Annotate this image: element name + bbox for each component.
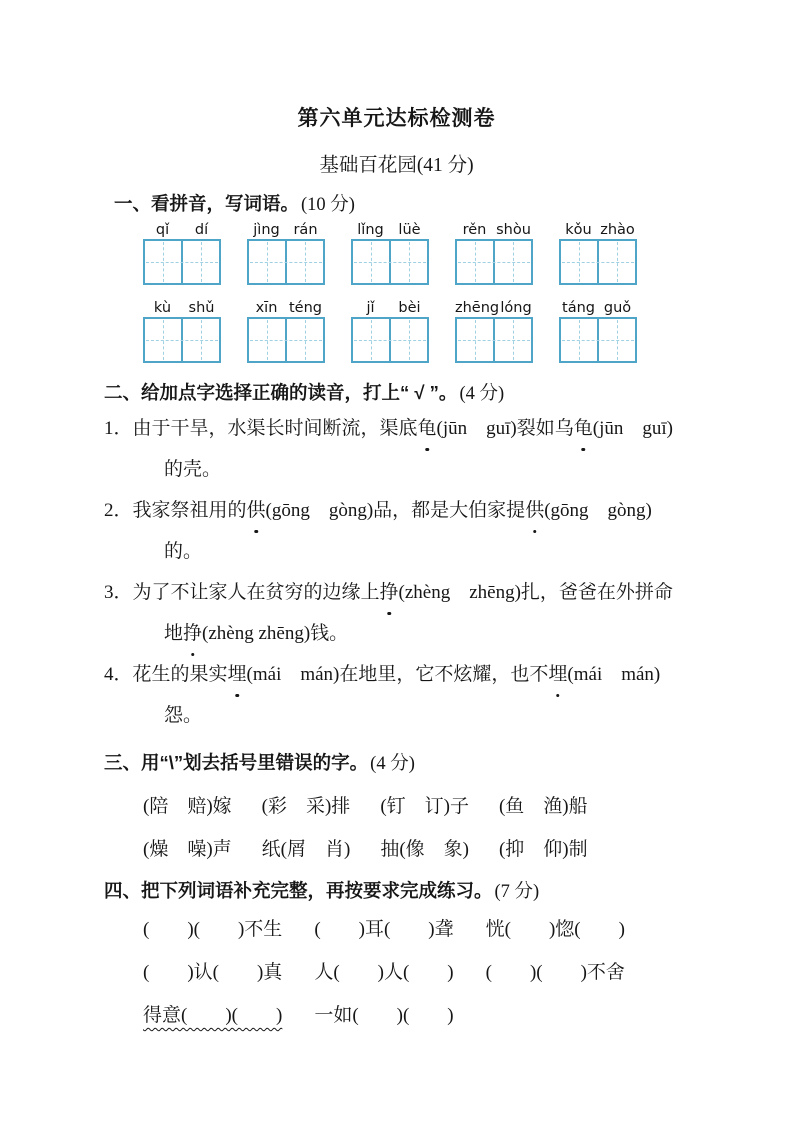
text-segment: 怨。 [164, 705, 203, 726]
writing-box [455, 317, 533, 363]
writing-cell [181, 241, 219, 283]
pinyin-syllable: guǒ [603, 300, 632, 316]
question-line [104, 490, 673, 531]
section2-heading [104, 379, 504, 405]
text-segment: 纸(屑 肖) [261, 839, 351, 860]
pinyin-word-group [455, 220, 533, 285]
pinyin-syllable: qǐ [155, 222, 170, 238]
text-segment: ( )认( )真 [143, 962, 283, 983]
pinyin-word-group [559, 220, 637, 285]
text-segment: 抽(像 象) [380, 839, 469, 860]
pinyin-syllable: téng [288, 300, 322, 316]
pinyin-syllable: zhào [600, 222, 635, 238]
question-line [104, 572, 673, 613]
text-segment: 人( )人( ) [314, 962, 454, 983]
writing-cell [353, 319, 389, 361]
pinyin-grid-row [143, 298, 637, 363]
writing-cell [561, 319, 597, 361]
writing-box [247, 239, 325, 285]
pinyin-word-group [143, 298, 221, 363]
dotted-char: 埋 [228, 654, 247, 695]
dotted-char: 供 [525, 490, 544, 531]
exercise-line [143, 828, 588, 871]
question-line [104, 449, 673, 490]
text-segment: (燥 噪)声 [143, 839, 232, 860]
writing-box [351, 317, 429, 363]
text-segment: (鱼 渔)船 [498, 796, 588, 817]
pinyin-label [247, 220, 325, 239]
text-segment: (jūn guī) [592, 418, 673, 439]
pinyin-syllable: shòu [496, 222, 531, 238]
section2-heading-text: 二、给加点字选择正确的读音，打上“ √ ”。 [104, 382, 458, 403]
writing-box [247, 317, 325, 363]
text-segment: 的壳。 [164, 459, 222, 480]
pinyin-syllable: táng [562, 300, 595, 316]
text-segment: 得意( )( ) [143, 1005, 283, 1026]
section4-heading-text: 四、把下列词语补充完整，再按要求完成练习。 [104, 880, 493, 901]
dotted-char: 龟 [418, 408, 437, 449]
pinyin-label [143, 298, 221, 317]
writing-box [351, 239, 429, 285]
exercise-line [143, 785, 588, 828]
writing-cell [249, 241, 285, 283]
text-segment: (zhèng zhēng)钱。 [202, 623, 349, 644]
dotted-char: 供 [247, 490, 266, 531]
text-segment: (zhèng zhēng)扎，爸爸在外拼命 [398, 582, 673, 603]
pinyin-syllable: lüè [398, 222, 421, 238]
writing-box [455, 239, 533, 285]
pinyin-syllable: jìng [253, 222, 280, 238]
text-segment: 的。 [164, 541, 203, 562]
section1-heading-text: 一、看拼音，写词语。 [114, 193, 300, 214]
dotted-char: 挣 [183, 613, 202, 654]
pinyin-label [247, 298, 325, 317]
text-segment: (jūn guī)裂如乌 [436, 418, 574, 439]
text-segment: 3．为了不让家人在贫穷的边缘上 [104, 582, 380, 603]
section3-heading-text: 三、用“\”划去括号里错误的字。 [104, 752, 369, 773]
text-segment: 恍( )惚( ) [485, 919, 625, 940]
writing-box [143, 239, 221, 285]
section4-fill-blanks [143, 908, 625, 1037]
text-segment: (钉 订)子 [380, 796, 469, 817]
pinyin-syllable: shǔ [188, 300, 215, 316]
pinyin-word-group [247, 298, 325, 363]
text-segment: ( )耳( )聋 [314, 919, 454, 940]
page-title: 第六单元达标检测卷 [297, 107, 496, 130]
writing-box [143, 317, 221, 363]
pinyin-label [559, 298, 637, 317]
pinyin-word-group [455, 298, 533, 363]
dotted-char: 埋 [548, 654, 567, 695]
pinyin-word-group [351, 298, 429, 363]
exercise-line [143, 994, 625, 1037]
pinyin-syllable: bèi [398, 300, 421, 316]
pinyin-syllable: kù [153, 300, 172, 316]
section1-heading [114, 190, 355, 216]
pinyin-word-group [351, 220, 429, 285]
writing-cell [145, 241, 181, 283]
text-segment: (抑 仰)制 [498, 839, 588, 860]
pinyin-label [351, 220, 429, 239]
writing-cell [493, 319, 531, 361]
writing-cell [145, 319, 181, 361]
section2-questions [104, 408, 673, 736]
question-line [104, 408, 673, 449]
text-segment: (mái mán)在地里，它不炫耀，也不 [246, 664, 549, 685]
writing-cell [389, 241, 427, 283]
writing-cell [181, 319, 219, 361]
writing-cell [353, 241, 389, 283]
pinyin-label [559, 220, 637, 239]
text-segment: (mái mán) [567, 664, 661, 685]
text-segment: ( )( )不生 [143, 919, 283, 940]
writing-cell [561, 241, 597, 283]
text-segment: 1．由于干旱，水渠长时间断流，渠底 [104, 418, 418, 439]
question-line [104, 654, 673, 695]
writing-cell [389, 319, 427, 361]
pinyin-syllable: kǒu [565, 222, 592, 238]
writing-box [559, 239, 637, 285]
pinyin-syllable: jǐ [366, 300, 375, 316]
section2-points: (4 分) [459, 384, 505, 404]
pinyin-syllable: lǐng [357, 222, 384, 238]
pinyin-label [455, 220, 533, 239]
pinyin-syllable: lóng [500, 300, 532, 316]
dotted-char: 挣 [380, 572, 399, 613]
question-line [104, 695, 673, 736]
pinyin-word-group [143, 220, 221, 285]
question-line [104, 613, 673, 654]
text-segment: (gōng gòng) [544, 500, 652, 521]
pinyin-label [351, 298, 429, 317]
section1-points: (10 分) [301, 195, 355, 215]
pinyin-label [143, 220, 221, 239]
dotted-char: 龟 [574, 408, 593, 449]
writing-box [559, 317, 637, 363]
writing-cell [249, 319, 285, 361]
pinyin-label [455, 298, 533, 317]
writing-cell [457, 319, 493, 361]
question-line [104, 531, 673, 572]
pinyin-syllable: rán [293, 222, 318, 238]
exercise-line [143, 908, 625, 951]
pinyin-word-group [247, 220, 325, 285]
pinyin-syllable: dí [194, 222, 209, 238]
section3-heading [104, 749, 415, 775]
text-segment: (彩 采)排 [261, 796, 351, 817]
text-segment: ( )( )不舍 [485, 962, 625, 983]
text-segment: 一如( )( ) [314, 1005, 454, 1026]
section3-word-choices [143, 785, 588, 871]
text-segment: 地 [164, 623, 184, 644]
pinyin-grid-row [143, 220, 637, 285]
text-segment: 2．我家祭祖用的 [104, 500, 247, 521]
exercise-line [143, 951, 625, 994]
writing-cell [285, 241, 323, 283]
section4-points: (7 分) [494, 882, 540, 902]
text-segment: (gōng gòng)品，都是大伯家提 [265, 500, 526, 521]
text-segment: (陪 赔)嫁 [143, 796, 232, 817]
pinyin-syllable: zhēng [455, 300, 500, 316]
writing-cell [285, 319, 323, 361]
section3-points: (4 分) [370, 754, 415, 774]
pinyin-word-group [559, 298, 637, 363]
writing-cell [597, 319, 635, 361]
page-subtitle: 基础百花园(41 分) [319, 155, 474, 176]
section4-heading [104, 877, 539, 903]
pinyin-syllable: xīn [255, 300, 278, 316]
text-segment: 4．花生的果实 [104, 664, 228, 685]
writing-cell [457, 241, 493, 283]
writing-cell [493, 241, 531, 283]
pinyin-syllable: rěn [462, 222, 487, 238]
writing-cell [597, 241, 635, 283]
